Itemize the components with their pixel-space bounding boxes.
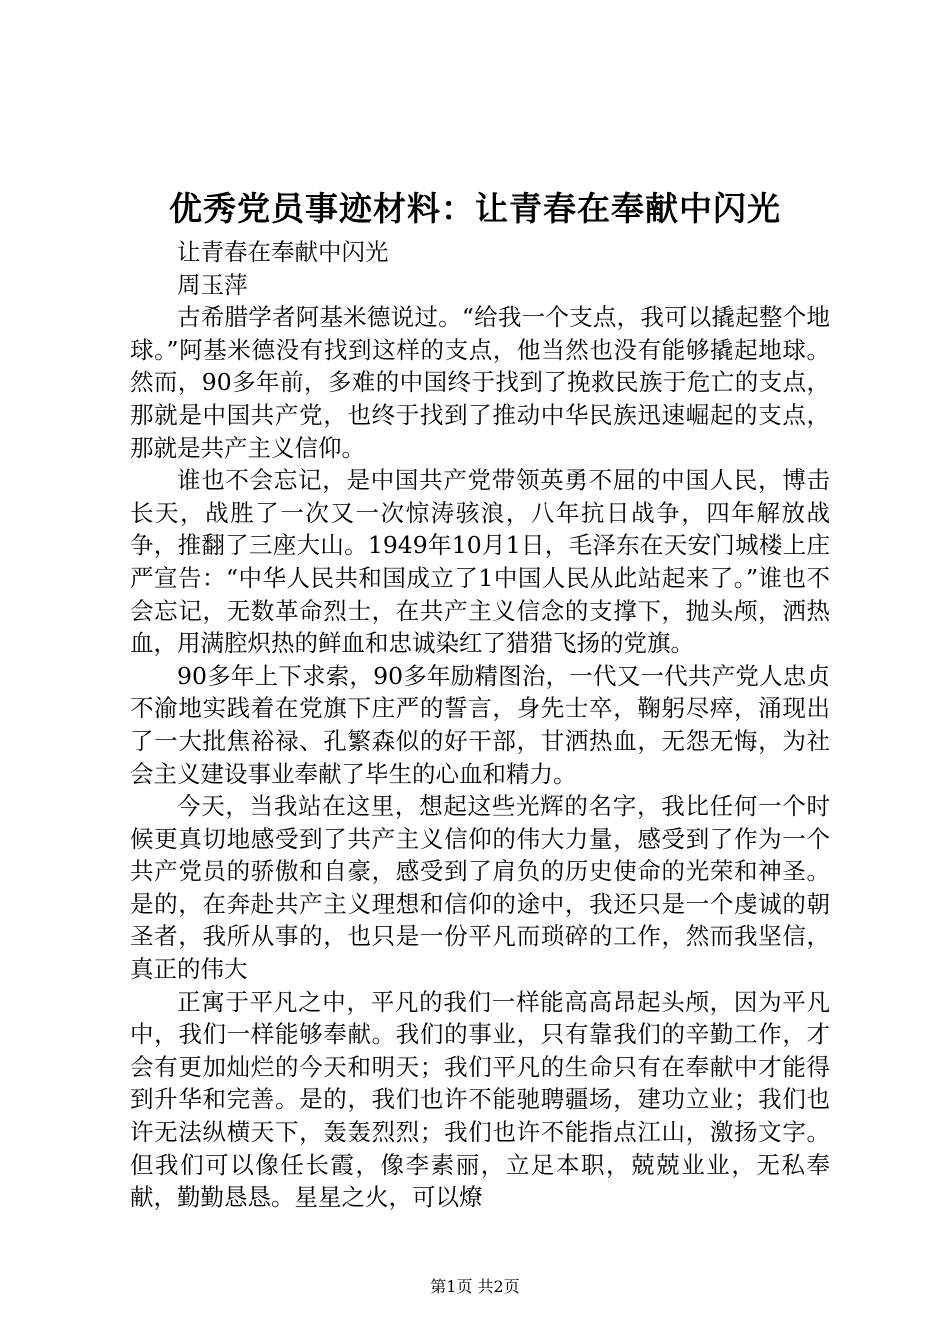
author-line: 周玉萍 xyxy=(177,270,248,299)
paragraph-4: 今天，当我站在这里，想起这些光辉的名字，我比任何一个时候更真切地感受到了共产主义信仰的伟大力量，感受到了作为一个共产党员的骄傲和自豪，感受到了肩负的历史使命的光荣和神圣。是的，在奔赴共产主义理想和信仰的途中，我还只是一个虔诚的朝圣者，我所从事的，也只是一份平凡而琐碎的工作，然而我坚信，真正的伟大 xyxy=(130,792,830,984)
page-footer: 第1页 共2页 xyxy=(430,1277,520,1296)
paragraph-3: 90多年上下求索，90多年励精图治，一代又一代共产党人忠贞不渝地实践着在党旗下庄严的誓言，身先士卒，鞠躬尽瘁，涌现出了一大批焦裕禄、孔繁森似的好干部，甘洒热血，无怨无悔，为社会主义建设事业奉献了毕生的心血和精力。 xyxy=(130,661,830,788)
document-title: 优秀党员事迹材料：让青春在奉献中闪光 xyxy=(169,189,781,228)
document-body xyxy=(130,236,830,1214)
subtitle-line: 让青春在奉献中闪光 xyxy=(177,238,389,266)
paragraph-1: 古希腊学者阿基米德说过。“给我一个支点，我可以撬起整个地球。”阿基米德没有找到这样的支点，他当然也没有能够撬起地球。然而，90多年前，多难的中国终于找到了挽救民族于危亡的支点，那就是中国共产党，也终于找到了推动中华民族迅速崛起的支点，那就是共产主义信仰。 xyxy=(130,303,830,462)
paragraph-5: 正寓于平凡之中，平凡的我们一样能高高昂起头颅，因为平凡中，我们一样能够奉献。我们的事业，只有靠我们的辛勤工作，才会有更加灿烂的今天和明天；我们平凡的生命只有在奉献中才能得到升华和完善。是的，我们也许不能驰聘疆场，建功立业；我们也许无法纵横天下，轰轰烈烈；我们也许不能指点江山，激扬文字。但我们可以像任长霞，像李素丽，立足本职，兢兢业业，无私奉献，勤勤恳恳。星星之火，可以燎 xyxy=(130,987,830,1212)
paragraph-2: 谁也不会忘记，是中国共产党带领英勇不屈的中国人民，博击长天，战胜了一次又一次惊涛骇浪，八年抗日战争，四年解放战争，推翻了三座大山。1949年10月1日，毛泽东在天安门城楼上庄严宣告：“中华人民共和国成立了1中国人民从此站起来了。”谁也不会忘记，无数革命烈士，在共产主义信念的支撑下，抛头颅，洒热血，用满腔炽热的鲜血和忠诚染红了猎猎飞扬的党旗。 xyxy=(130,466,830,658)
